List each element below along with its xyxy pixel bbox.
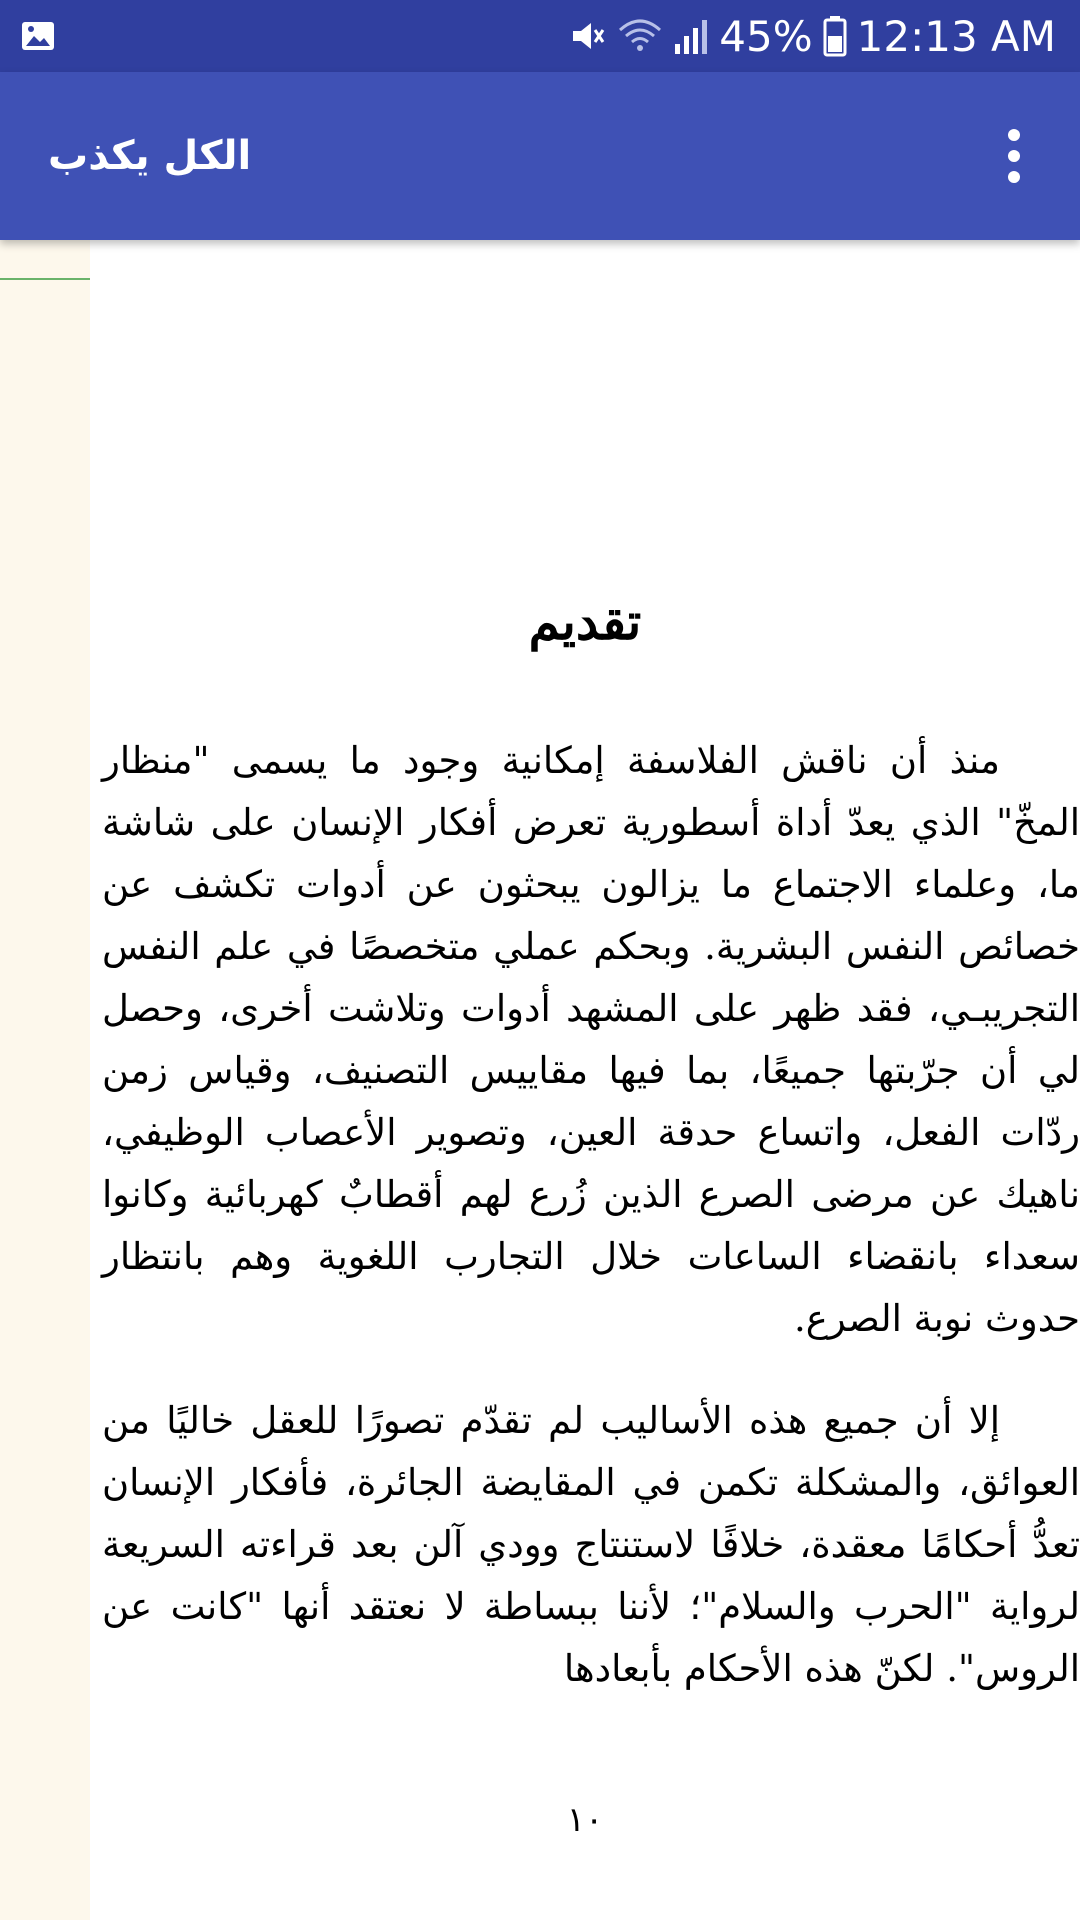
status-icons [567,0,1056,72]
side-strip [0,240,90,1920]
wifi-icon [617,16,663,56]
battery-icon [823,15,847,57]
page-title: تقديم [528,592,642,651]
app-title: الكل يكذب [48,133,252,179]
status-bar [0,0,1080,72]
image-notification-icon [20,18,56,54]
mute-icon [567,16,607,56]
book-page[interactable] [90,240,1080,1920]
page-body [102,730,1080,1740]
paragraph: إلا أن جميع هذه الأساليب لم تقدّم تصورًا للعقل خاليًا من العوائق، والمشكلة تكمن في المقايضة الجائرة، فأفكار الإنسان تعدُّ أحكامًا معقدة، خلافًا لاستنتاج وودي آلن بعد قراءته السريعة لرواية "الحرب والسلام"؛ لأننا ببساطة لا نعتقد أنها "كانت عن الروس". لكنّ هذه الأحكام بأبعادها [102,1399,1080,1690]
signal-icon [673,16,709,56]
battery-percent: 45% [719,11,813,61]
paragraph: منذ أن ناقش الفلاسفة إمكانية وجود ما يسمى "منظار المخّ" الذي يعدّ أداة أسطورية تعرض أفكار الإنسان على شاشة ما، وعلماء الاجتماع ما يزالون يبحثون عن أدوات تكشف عن خصائص النفس البشرية. وبحكم عملي متخصصًا في علم النفس التجريبـي، فقد ظهر على المشهد أدوات وتلاشت أخرى، وحصل لي أن جرّبتها جميعًا، بما فيها مقاييس التصنيف، وقياس زمن ردّات الفعل، واتساع حدقة العين، وتصوير الأعصاب الوظيفي، ناهيك عن مرضى الصرع الذين زُرع لهم أقطابٌ كهربائية وكانوا سعداء بانقضاء الساعات خلال التجارب اللغوية وهم بانتظار حدوث نوبة الصرع. [102,739,1080,1340]
more-vert-icon[interactable] [984,126,1044,186]
app-bar [0,72,1080,240]
side-bookmark-marker [0,278,90,280]
status-time: 12:13 AM [856,11,1056,61]
page-number: ١٠ [566,1800,604,1840]
